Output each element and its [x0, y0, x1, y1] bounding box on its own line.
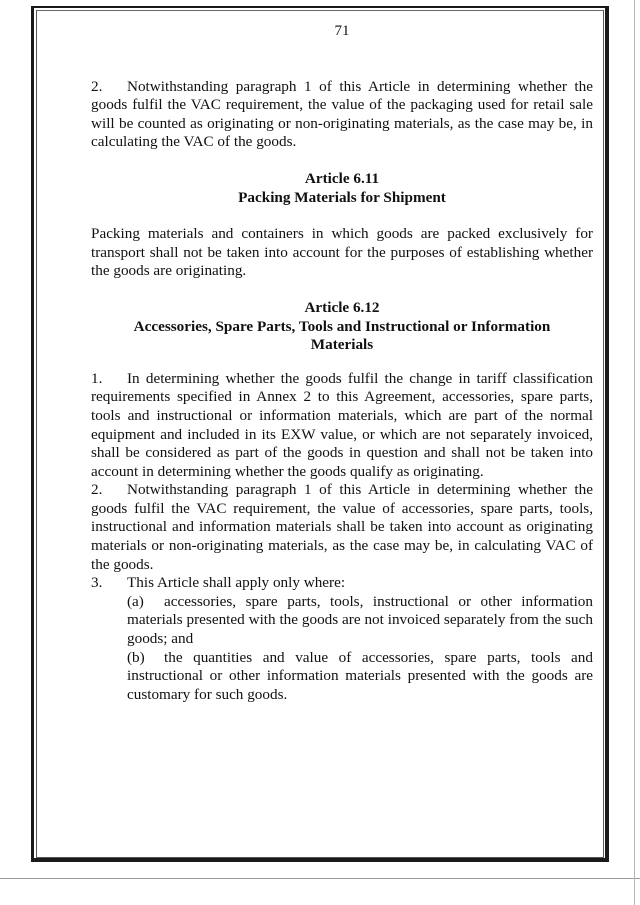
article-612-paragraph-1	[91, 370, 593, 482]
list-item-text: the quantities and value of accessories, spare parts, tools and instructional or other information materials presented with the goods are customary for such goods.	[127, 648, 593, 703]
article-611-body: Packing materials and containers in which goods are packed exclusively for transport shall not be taken into account for the purposes of establishing whether the goods are originating.	[91, 225, 593, 280]
paragraph-number: 3.	[91, 574, 103, 592]
list-item-b	[127, 649, 593, 705]
article-612-title-line2: Materials	[310, 336, 374, 354]
article-611-number: Article 6.11	[304, 169, 380, 187]
paragraph-vac-packaging	[91, 78, 593, 152]
list-item-a	[127, 593, 593, 649]
article-611-title: Packing Materials for Shipment	[238, 188, 446, 206]
scan-edge-bottom	[0, 878, 640, 879]
article-612-paragraph-3	[91, 574, 593, 593]
paragraph-number: 1.	[91, 369, 103, 387]
page-number: 71	[334, 23, 350, 39]
document-body	[91, 22, 593, 704]
article-612-number: Article 6.12	[304, 298, 380, 316]
list-item-letter: (a)	[127, 592, 144, 610]
article-612-paragraph-2	[91, 481, 593, 574]
list-item-letter: (b)	[127, 648, 145, 666]
paragraph-text: Notwithstanding paragraph 1 of this Article in determining whether the goods fulfil the VAC requirement, the value of accessories, spare parts, tools, instructional and information materials shall be taken into account as originating materials or non-originating materials, as the case may be, in calculating VAC of the goods.	[91, 481, 593, 573]
paragraph-text: Notwithstanding paragraph 1 of this Article in determining whether the goods fulfil the VAC requirement, the value of the packaging used for retail sale will be counted as originating or non-originating materials, as the case may be, in calculating the VAC of the goods.	[91, 77, 593, 151]
paragraph-number: 2.	[91, 77, 103, 95]
article-612-title-line1: Accessories, Spare Parts, Tools and Instructional or Information	[133, 317, 551, 335]
list-item-text: accessories, spare parts, tools, instructional or other information materials presented with the goods are not invoiced separately from the such goods; and	[127, 592, 593, 648]
paragraph-text: In determining whether the goods fulfil the change in tariff classification requirements specified in Annex 2 to this Agreement, accessories, spare parts, tools and instructional or information materials, which are part of the normal equipment and included in its EXW value, or which are not separately invoiced, shall be considered as part of the goods in question and shall not be taken into account in determining whether the goods qualify as originating.	[91, 369, 593, 480]
scan-edge-right	[634, 0, 635, 905]
paragraph-text: This Article shall apply only where:	[127, 574, 346, 592]
paragraph-number: 2.	[91, 481, 103, 499]
